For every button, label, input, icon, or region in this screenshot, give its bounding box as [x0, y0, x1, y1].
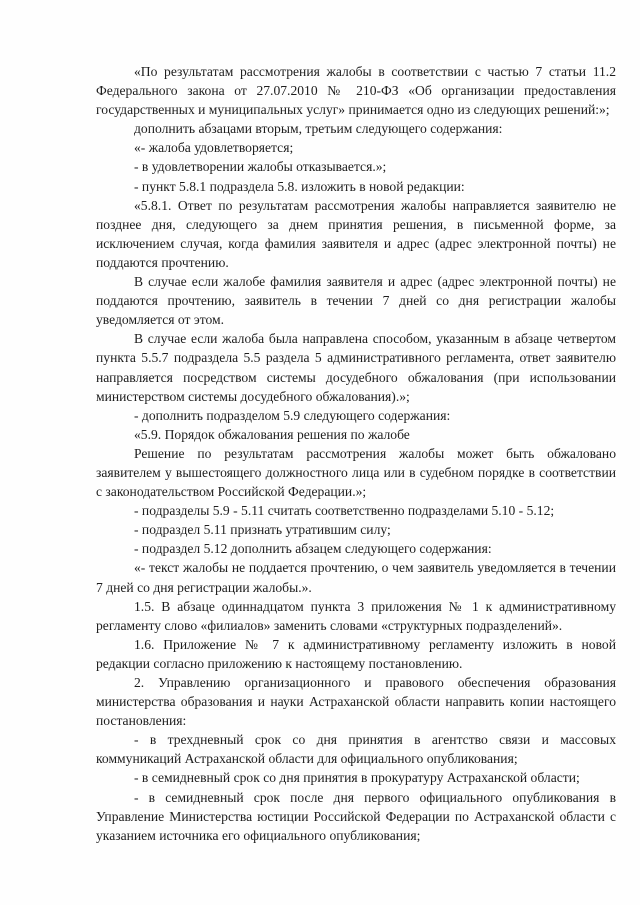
paragraph: В случае если жалоба была направлена способом, указанным в абзаце четвертом пункта 5.5.7 подраздела 5.5 раздела 5 административного регламента, ответ заявителю направляется посредством системы досудебного обжалования (при использовании министерством системы досудебного обжалования).»;: [96, 331, 616, 404]
document-body: [96, 62, 616, 845]
paragraph: «- текст жалобы не поддается прочтению, о чем заявитель уведомляется в течении 7 дней со дня регистрации жалобы.».: [96, 560, 616, 595]
paragraph: - подраздел 5.11 признать утратившим силу;: [134, 522, 391, 538]
paragraph: - в удовлетворении жалобы отказывается.»;: [134, 159, 387, 175]
paragraph: 2. Управлению организационного и правового обеспечения образования министерства образования и науки Астраханской области направить копии настоящего постановления:: [96, 675, 616, 729]
paragraph: В случае если жалобе фамилия заявителя и адрес (адрес электронной почты) не поддаются прочтению, заявитель в течении 7 дней со дня регистрации жалобы уведомляется от этом.: [96, 274, 616, 328]
paragraph: - в семидневный срок после дня первого официального опубликования в Управление Министерства юстиции Российской Федерации по Астраханской области с указанием источника его официального опубликования;: [96, 789, 616, 843]
paragraph: - пункт 5.8.1 подраздела 5.8. изложить в новой редакции:: [134, 178, 465, 194]
paragraph: - в трехдневный срок со дня принятия в агентство связи и массовых коммуникаций Астраханской области для официального опубликования;: [96, 732, 616, 767]
paragraph: «5.9. Порядок обжалования решения по жалобе: [134, 426, 410, 442]
paragraph: 1.5. В абзаце одиннадцатом пункта 3 приложения № 1 к административному регламенту слово «филиалов» заменить словами «структурных подразделений».: [96, 598, 616, 633]
paragraph: «По результатам рассмотрения жалобы в соответствии с частью 7 статьи 11.2 Федерального закона от 27.07.2010 № 210-ФЗ «Об организации предоставления государственных и муниципальных услуг» принимается одно из следующих решений:»;: [96, 64, 616, 118]
paragraph: - дополнить подразделом 5.9 следующего содержания:: [134, 407, 451, 423]
paragraph: - подразделы 5.9 - 5.11 считать соответственно подразделами 5.10 - 5.12;: [134, 503, 555, 519]
paragraph: Решение по результатам рассмотрения жалобы может быть обжаловано заявителем у вышестоящего должностного лица или в судебном порядке в соответствии с законодательством Российской Федерации.»;: [96, 445, 616, 500]
paragraph: дополнить абзацами вторым, третьим следующего содержания:: [134, 121, 503, 137]
paragraph: «- жалоба удовлетворяется;: [134, 140, 294, 156]
paragraph: - в семидневный срок со дня принятия в прокуратуру Астраханской области;: [134, 770, 580, 786]
paragraph: 1.6. Приложение № 7 к административному регламенту изложить в новой редакции согласно приложению к настоящему постановлению.: [96, 636, 616, 671]
paragraph: «5.8.1. Ответ по результатам рассмотрения жалобы направляется заявителю не позднее дня, следующего за днем принятия решения, в письменной форме, за исключением случая, когда фамилия заявителя и адрес (адрес электронной почты) не поддаются прочтению.: [96, 197, 616, 270]
paragraph: - подраздел 5.12 дополнить абзацем следующего содержания:: [134, 541, 492, 557]
